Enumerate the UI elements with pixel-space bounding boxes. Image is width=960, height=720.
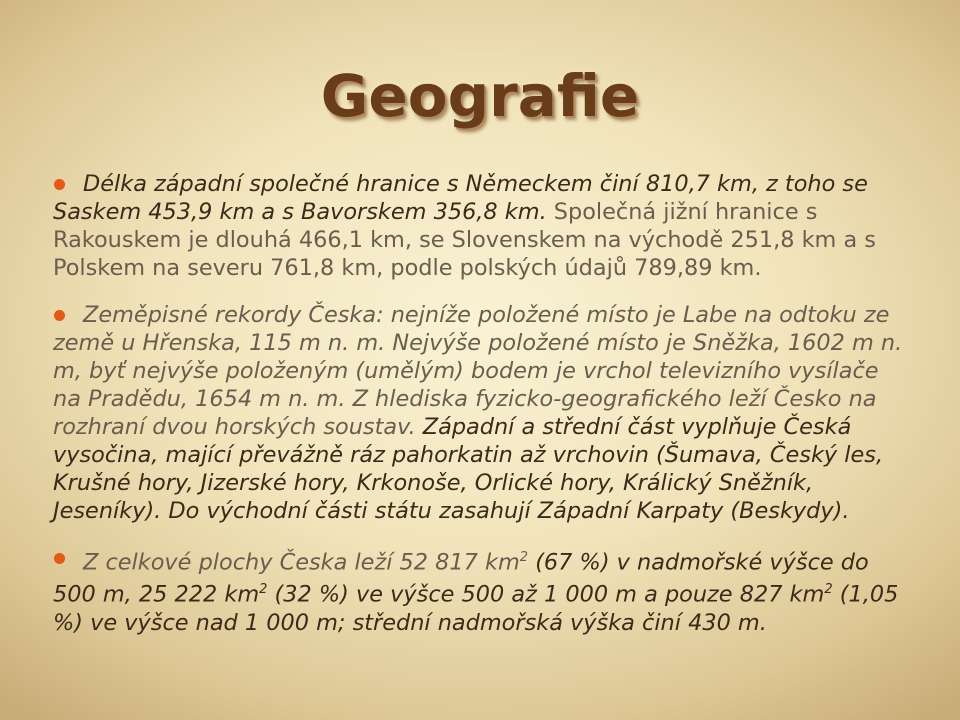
bullet-list: [53, 170, 913, 656]
slide-title: Geografie: [320, 62, 640, 130]
superscript: 2: [519, 550, 529, 565]
bullet-text-part: Západní a střední část vyplňuje Česká vysočina, mající převážně ráz pahorkatin až vrchovin (Šumava, Český les, Krušné hory, Jizerské hory, Krkonoše, Orlické hory, Králický Sněžník, Jeseníky). Do východní části státu zasahují Západní Karpaty (Beskydy).: [53, 414, 884, 524]
bullet-text-part: (67 %) v nadmořské výšce do 500 m, 25 222 km: [53, 549, 869, 608]
bullet-text-part: Délka západní společné hranice s Německem činí 810,7 km, z toho se Saskem 453,9 km a s Bavorskem 356,8 km.: [53, 171, 868, 225]
bullet-dot-icon: [54, 310, 65, 321]
bullet-item-area: [53, 544, 913, 637]
bullet-text-part: Společná jižní hranice s Rakouskem je dlouhá 466,1 km, se Slovenskem na východě 251,8 km a s Polskem na severu 761,8 km, podle polských údajů 789,89 km.: [53, 199, 876, 281]
bullet-dot-icon: [54, 553, 65, 564]
superscript: 2: [259, 582, 268, 598]
bullet-text-part: (32 %) ve výšce 500 až 1 000 m a pouze 827 km: [267, 581, 825, 608]
bullet-text-part: (1,05 %) ve výšce nad 1 000 m; střední nadmořská výška činí 430 m.: [53, 581, 899, 636]
superscript: 2: [824, 582, 833, 598]
bullet-item-borders: [53, 170, 913, 282]
bullet-item-records: [53, 301, 913, 525]
bullet-text-part: Z celkové plochy Česka leží 52 817 km: [83, 549, 520, 576]
bullet-text-part: Zeměpisné rekordy Česka: nejníže položené místo je Labe na odtoku ze země u Hřenska, 115 m n. m. Nejvýše položené místo je Sněžka, 1602 m n. m, byť nejvýše položeným (umělým) bodem je vrchol televizního vysílače na Pradědu, 1654 m n. m. Z hlediska fyzicko-geografického leží Česko na rozhraní dvou horských soustav.: [53, 302, 903, 440]
bullet-dot-icon: [54, 179, 65, 190]
